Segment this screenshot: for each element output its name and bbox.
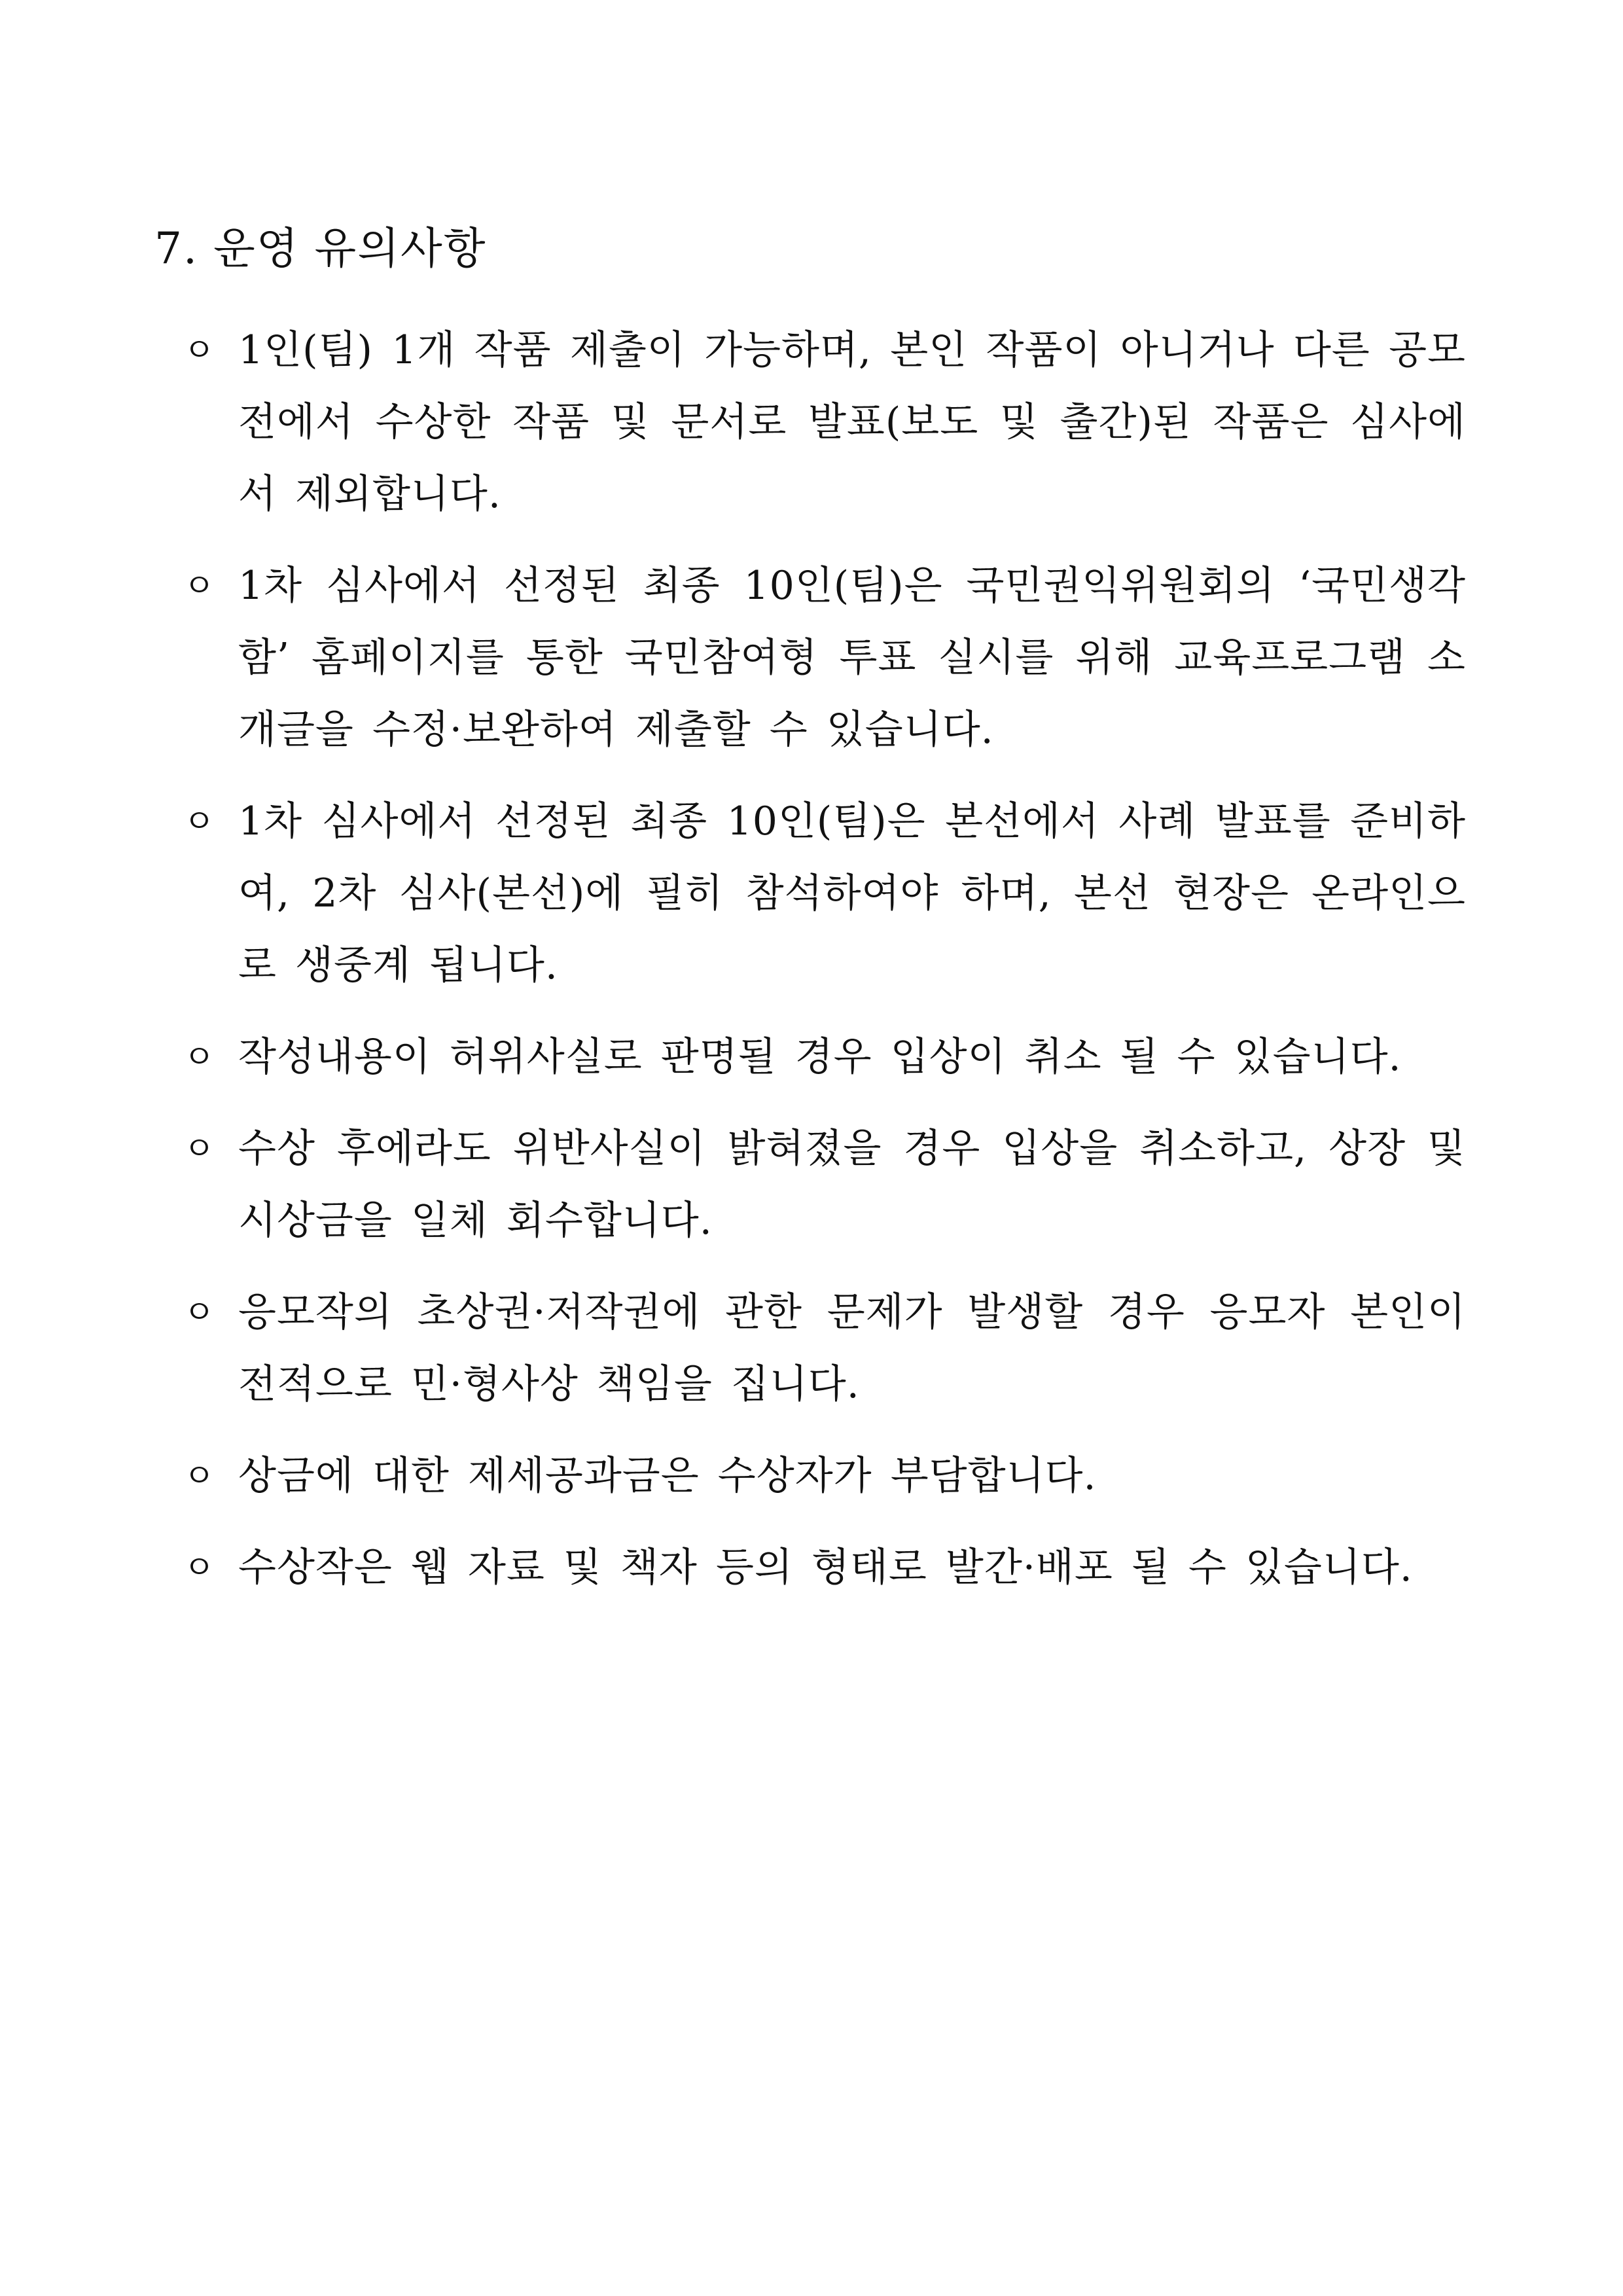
list-item-text: 수상 후에라도 위반사실이 밝혀졌을 경우 입상을 취소하고, 상장 및 시상금을 일체 회수합니다. (238, 1126, 1466, 1244)
notice-list (183, 314, 1466, 1623)
list-item-text: 상금에 대한 제세공과금은 수상자가 부담합니다. (238, 1453, 1097, 1499)
list-item (183, 1532, 1466, 1604)
section-title: 7. 운영 유의사항 (154, 223, 487, 274)
bullet-icon: ㅇ (183, 802, 216, 840)
list-item-text: 수상작은 웹 자료 및 책자 등의 형태로 발간·배포 될 수 있습니다. (238, 1545, 1413, 1590)
list-item-text: 응모작의 초상권·저작권에 관한 문제가 발생할 경우 응모자 본인이 전적으로 민·형사상 책임을 집니다. (238, 1289, 1466, 1407)
bullet-icon: ㅇ (183, 1293, 216, 1331)
list-item-text: 1인(팀) 1개 작품 제출이 가능하며, 본인 작품이 아니거나 다른 공모전에서 수상한 작품 및 문서로 발표(보도 및 출간)된 작품은 심사에서 제외합니다. (238, 327, 1466, 517)
bullet-icon: ㅇ (183, 1457, 216, 1495)
list-item-text: 작성내용이 허위사실로 판명될 경우 입상이 취소 될 수 있습니다. (238, 1034, 1402, 1080)
bullet-icon: ㅇ (183, 331, 216, 369)
list-item (183, 1440, 1466, 1512)
list-item-text: 1차 심사에서 선정된 최종 10인(팀)은 본선에서 사례 발표를 준비하여, 2차 심사(본선)에 필히 참석하여야 하며, 본선 현장은 온라인으로 생중계 됩니다. (238, 798, 1466, 988)
list-item (183, 550, 1466, 766)
list-item (183, 314, 1466, 530)
list-item (183, 785, 1466, 1001)
list-item (183, 1021, 1466, 1093)
list-item-text: 1차 심사에서 선정된 최종 10인(팀)은 국민권익위원회의 ‘국민생각함’ 홈페이지를 통한 국민참여형 투표 실시를 위해 교육프로그램 소개글을 수정·보완하여 제출할 수 있습니다. (238, 563, 1466, 753)
list-item (183, 1276, 1466, 1420)
bullet-icon: ㅇ (183, 1038, 216, 1076)
bullet-icon: ㅇ (183, 1130, 216, 1168)
bullet-icon: ㅇ (183, 1549, 216, 1587)
list-item (183, 1113, 1466, 1257)
bullet-icon: ㅇ (183, 567, 216, 605)
